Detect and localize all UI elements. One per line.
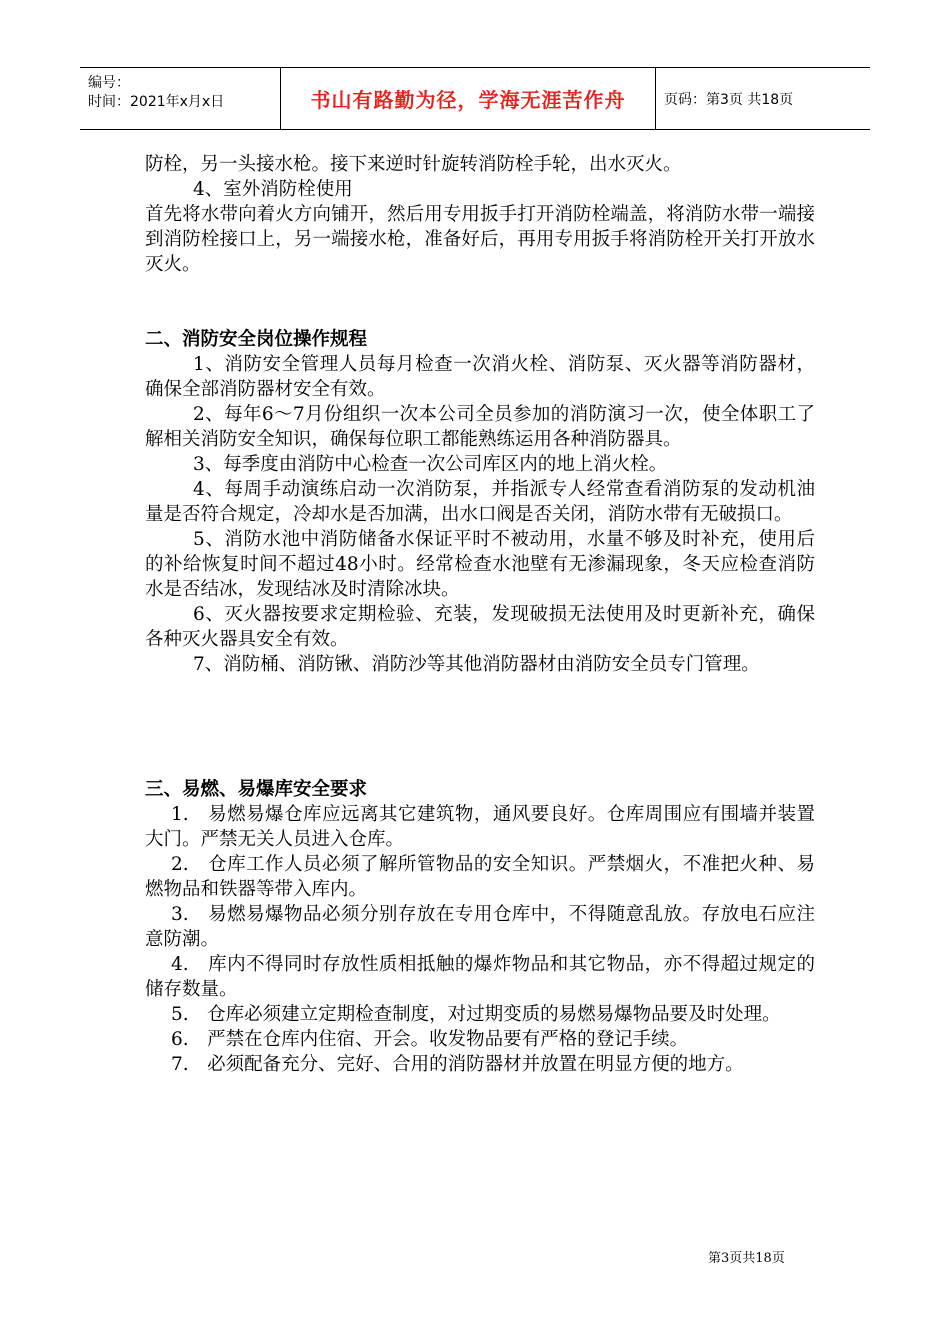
intro-subheading: 4、室外消防栓使用: [193, 179, 353, 200]
intro-paragraph: 首先将水带向着火方向铺开，然后用专用扳手打开消防栓端盖，将消防水带一端接到消防栓接口上，另一端接水枪，准备好后，再用专用扳手将消防栓开关打开放水灭火。: [145, 204, 815, 275]
section2-item: 7、消防桶、消防锹、消防沙等其他消防器材由消防安全员专门管理。: [193, 654, 760, 675]
header-page-number: 页码：第3页 共18页: [664, 91, 794, 108]
section3-item: 3. 易燃易爆物品必须分别存放在专用仓库中，不得随意乱放。存放电石应注意防潮。: [145, 904, 815, 950]
section3-item: 5. 仓库必须建立定期检查制度，对过期变质的易燃易爆物品要及时处理。: [171, 1004, 781, 1025]
section3-item: 1. 易燃易爆仓库应远离其它建筑物，通风要良好。仓库周围应有围墙并装置大门。严禁无关人员进入仓库。: [145, 804, 815, 850]
section3-item: 2. 仓库工作人员必须了解所管物品的安全知识。严禁烟火，不准把火种、易燃物品和铁器等带入库内。: [145, 854, 815, 900]
section3-item: 4. 库内不得同时存放性质相抵触的爆炸物品和其它物品，亦不得超过规定的储存数量。: [145, 954, 815, 1000]
section2-item: 5、消防水池中消防储备水保证平时不被动用，水量不够及时补充，使用后的补给恢复时间不超过48小时。经常检查水池壁有无渗漏现象，冬天应检查消防水是否结冰，发现结冰及时清除冰块。: [145, 529, 815, 600]
document-body: [145, 152, 815, 1077]
section2-item: 1、消防安全管理人员每月检查一次消火栓、消防泵、灭火器等消防器材，确保全部消防器材安全有效。: [145, 354, 815, 400]
page-header: [80, 67, 870, 130]
section2-item: 4、每周手动演练启动一次消防泵，并指派专人经常查看消防泵的发动机油量是否符合规定，冷却水是否加满，出水口阀是否关闭，消防水带有无破损口。: [145, 479, 815, 525]
header-time: 时间：2021年x月x日: [88, 94, 225, 110]
section2-item: 2、每年6～7月份组织一次本公司全员参加的消防演习一次，使全体职工了解相关消防安全知识，确保每位职工都能熟练运用各种消防器具。: [145, 404, 815, 450]
header-number: 编号：: [88, 75, 130, 91]
section3-title: 三、易燃、易爆库安全要求: [145, 779, 368, 800]
section2-title: 二、消防安全岗位操作规程: [145, 329, 368, 350]
section3-item: 6. 严禁在仓库内住宿、开会。收发物品要有严格的登记手续。: [171, 1029, 689, 1050]
section2-item: 3、每季度由消防中心检查一次公司库区内的地上消火栓。: [193, 454, 668, 475]
section2-item: 6、灭火器按要求定期检验、充装，发现破损无法使用及时更新补充，确保各种灭火器具安全有效。: [145, 604, 815, 650]
header-motto: 书山有路勤为径，学海无涯苦作舟: [281, 68, 656, 129]
intro-line: 防栓，另一头接水枪。接下来逆时针旋转消防栓手轮，出水灭火。: [145, 154, 682, 175]
header-meta: [80, 68, 281, 129]
page-footer: 第3页共18页: [708, 1251, 785, 1266]
section3-item: 7. 必须配备充分、完好、合用的消防器材并放置在明显方便的地方。: [171, 1054, 744, 1075]
